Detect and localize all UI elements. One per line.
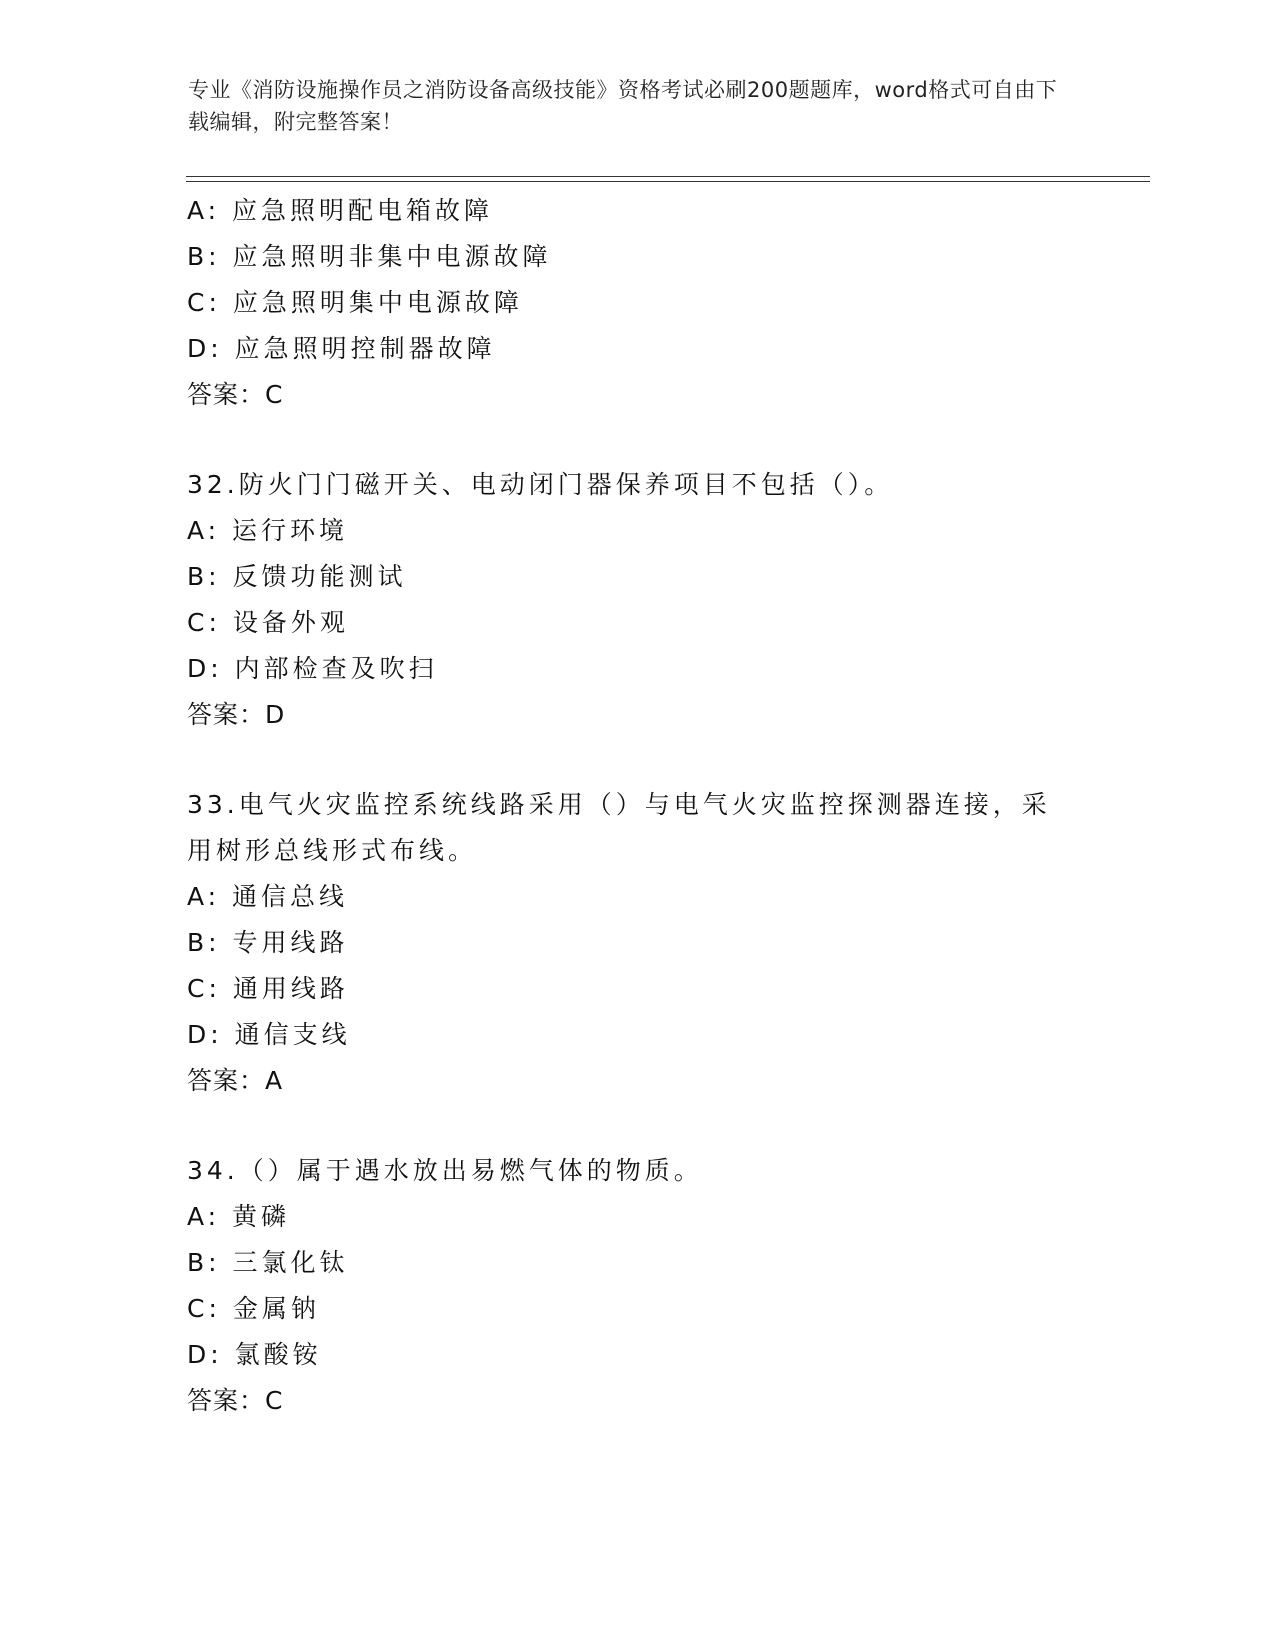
option-b: B: 反馈功能测试 [187,562,407,591]
answer-line: 答案：D [187,700,286,729]
option-d: D: 应急照明控制器故障 [187,334,496,363]
option-d: D: 通信支线 [187,1020,351,1049]
option-b: B: 应急照明非集中电源故障 [187,242,552,271]
header-divider-top [186,176,1150,177]
option-b: B: 专用线路 [187,928,349,957]
question-block-33 [187,782,1147,1104]
header-divider-bottom [186,181,1150,182]
question-block-34 [187,1148,1147,1424]
question-list [187,188,1147,1424]
option-a: A: 通信总线 [187,882,349,911]
answer-line: 答案：C [187,380,284,409]
option-d: D: 内部检查及吹扫 [187,654,438,683]
answer-line: 答案：C [187,1386,284,1415]
question-title: 32.防火门门磁开关、电动闭门器保养项目不包括（）。 [187,470,894,499]
option-a: A: 运行环境 [187,516,349,545]
option-a: A: 应急照明配电箱故障 [187,196,494,225]
header-text: 专业《消防设施操作员之消防设备高级技能》资格考试必刷200题题库，word格式可自由下载编辑，附完整答案！ [188,78,1058,134]
option-a: A: 黄磷 [187,1202,291,1231]
document-header [188,74,1068,138]
answer-line: 答案：A [187,1066,284,1095]
question-title: 34.（）属于遇水放出易燃气体的物质。 [187,1156,703,1185]
question-title: 33.电气火灾监控系统线路采用（）与电气火灾监控探测器连接，采用树形总线形式布线。 [187,790,1051,865]
question-block-prev [187,188,1147,418]
option-b: B: 三氯化钛 [187,1248,349,1277]
question-block-32 [187,462,1147,738]
option-c: C: 通用线路 [187,974,349,1003]
option-c: C: 金属钠 [187,1294,320,1323]
option-c: C: 应急照明集中电源故障 [187,288,523,317]
option-d: D: 氯酸铵 [187,1340,322,1369]
option-c: C: 设备外观 [187,608,349,637]
